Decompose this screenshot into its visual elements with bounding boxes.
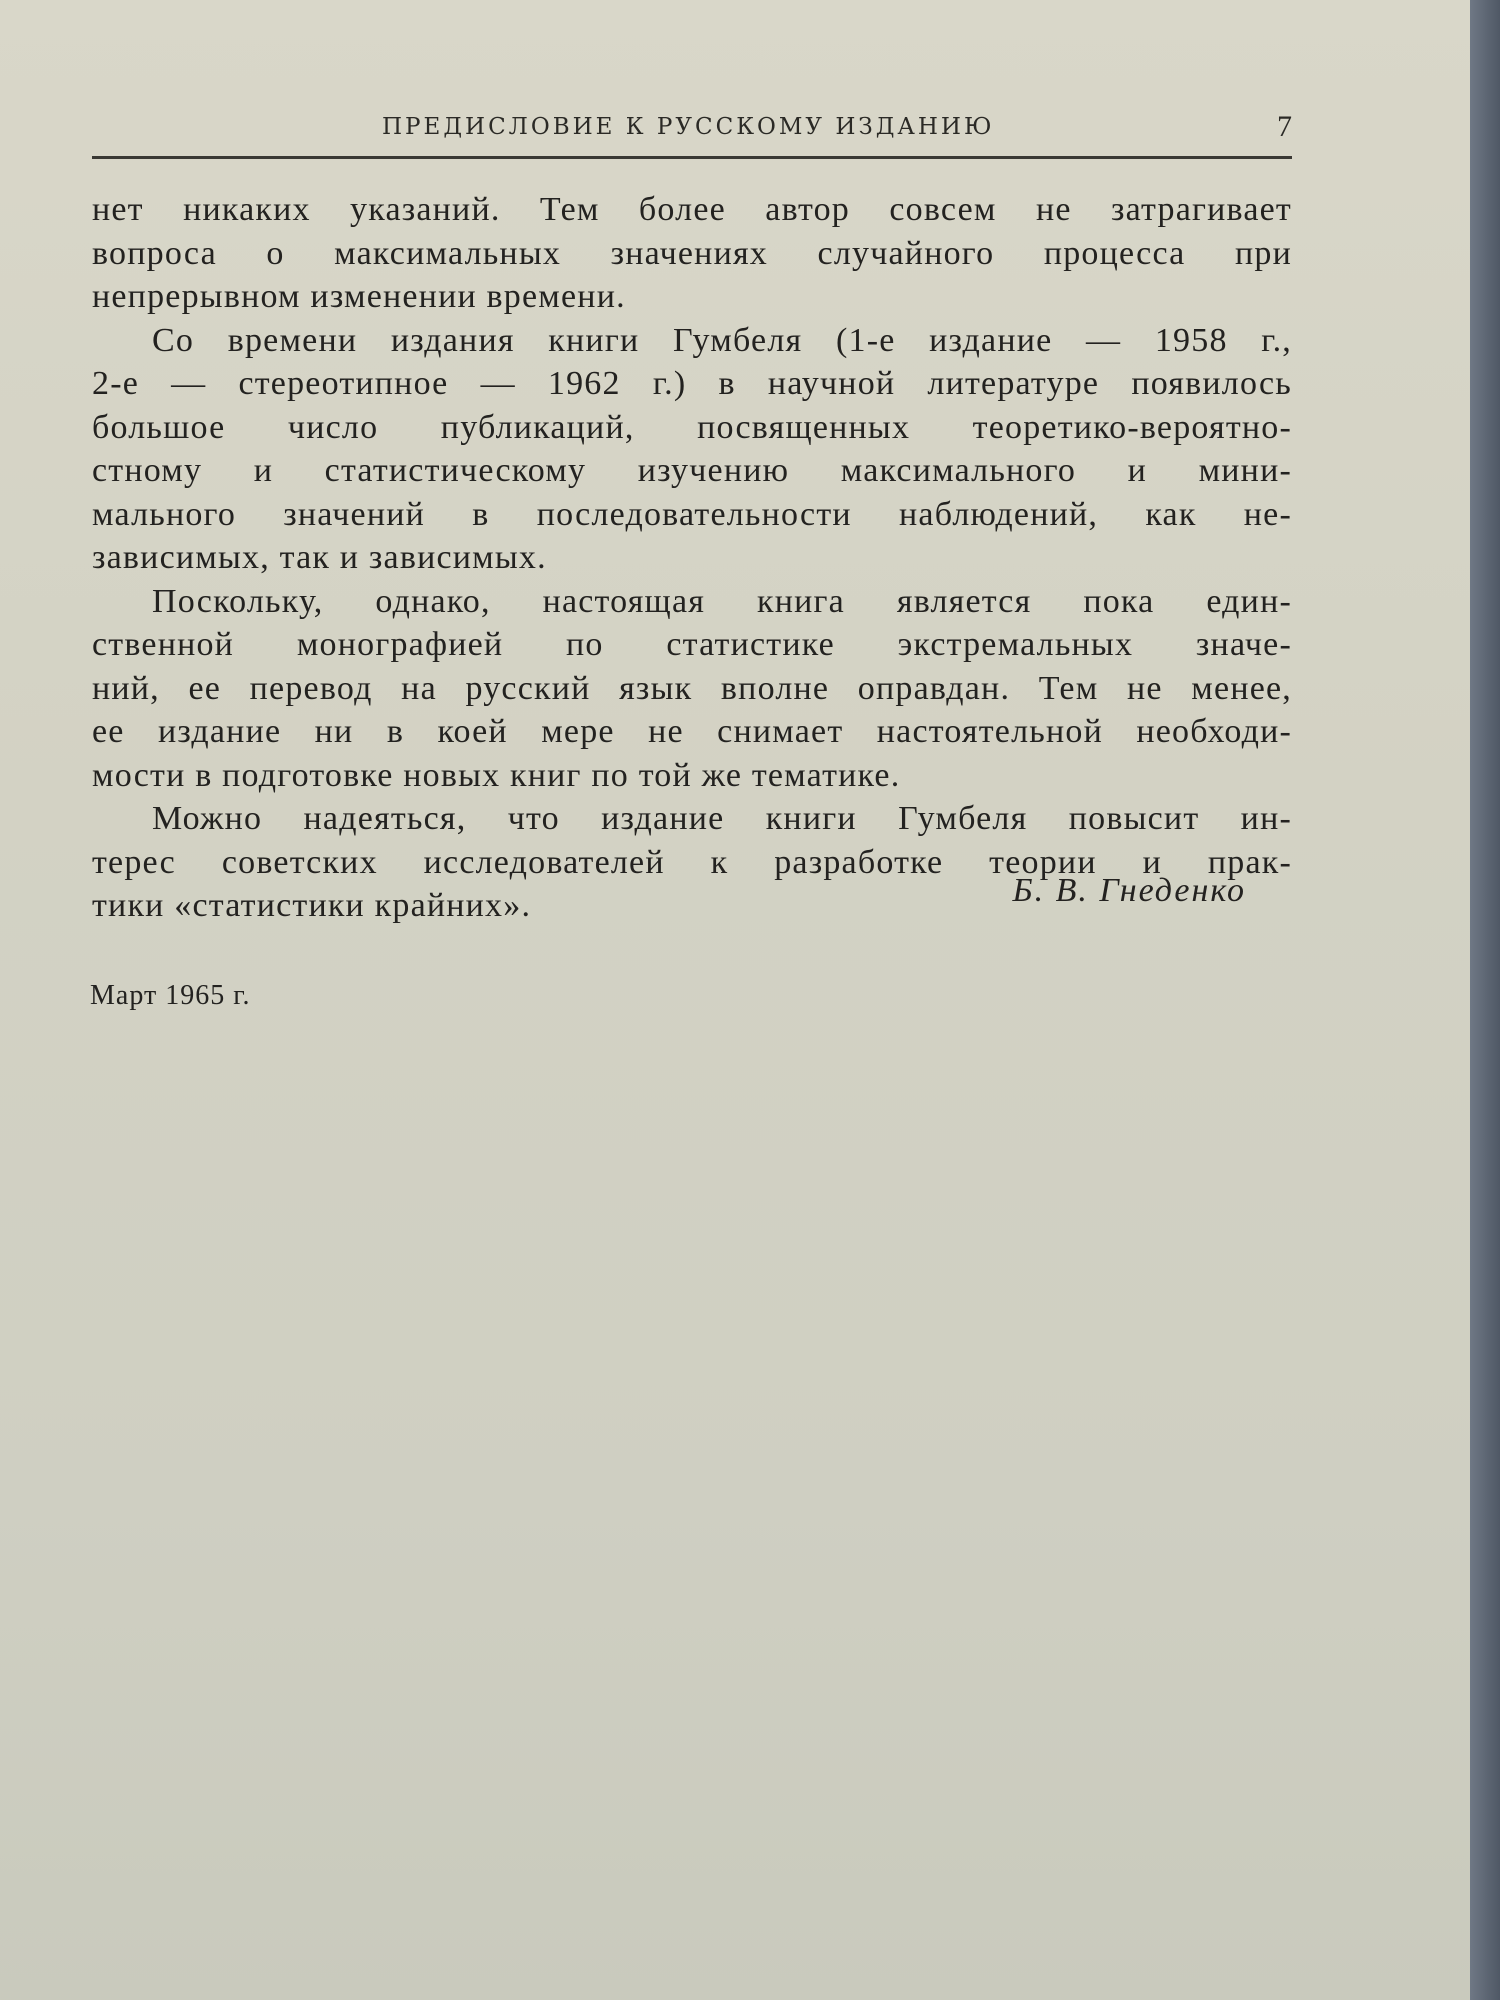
text-line: Поскольку, однако, настоящая книга является пока един- — [152, 582, 1292, 620]
header-divider — [92, 156, 1292, 159]
text-line: зависимых, так и зависимых. — [92, 539, 547, 576]
text-line: тики «статистики крайних». — [92, 887, 532, 924]
text-line: ственной монографией по статистике экстремальных значе- — [92, 626, 1292, 663]
text-line: непрерывном изменении времени. — [92, 278, 626, 315]
text-line: стному и статистическому изучению максимального и мини- — [92, 452, 1292, 489]
running-title: ПРЕДИСЛОВИЕ К РУССКОМУ ИЗДАНИЮ — [382, 114, 995, 140]
text-line: терес советских исследователей к разработке теории и прак- — [92, 843, 1292, 881]
background-edge — [1470, 0, 1500, 2000]
text-line: ее издание ни в коей мере не снимает настоятельной необходи- — [92, 713, 1292, 750]
text-line: ний, ее перевод на русский язык вполне оправдан. Тем не менее, — [92, 669, 1292, 707]
text-line: нет никаких указаний. Тем более автор совсем не затрагивает — [92, 191, 1292, 228]
paragraph — [92, 188, 1292, 319]
paragraph — [92, 580, 1292, 798]
text-line: большое число публикаций, посвященных теоретико-вероятно- — [92, 408, 1292, 446]
paragraph — [92, 319, 1292, 580]
text-line: мости в подготовке новых книг по той же тематике. — [92, 756, 901, 794]
page-header — [92, 108, 1292, 158]
body-text — [92, 188, 1292, 928]
author-signature: Б. В. Гнеденко — [1012, 872, 1246, 909]
date-line: Март 1965 г. — [90, 980, 251, 1011]
text-line: вопроса о максимальных значениях случайного процесса при — [92, 234, 1292, 272]
text-line: Можно надеяться, что издание книги Гумбеля повысит ин- — [152, 800, 1292, 837]
text-line: 2-е — стереотипное — 1962 г.) в научной литературе появилось — [92, 365, 1292, 402]
text-line: Со времени издания книги Гумбеля (1-е издание — 1958 г., — [152, 321, 1292, 359]
text-line: мального значений в последовательности наблюдений, как не- — [92, 495, 1292, 533]
page-number: 7 — [1277, 110, 1292, 143]
